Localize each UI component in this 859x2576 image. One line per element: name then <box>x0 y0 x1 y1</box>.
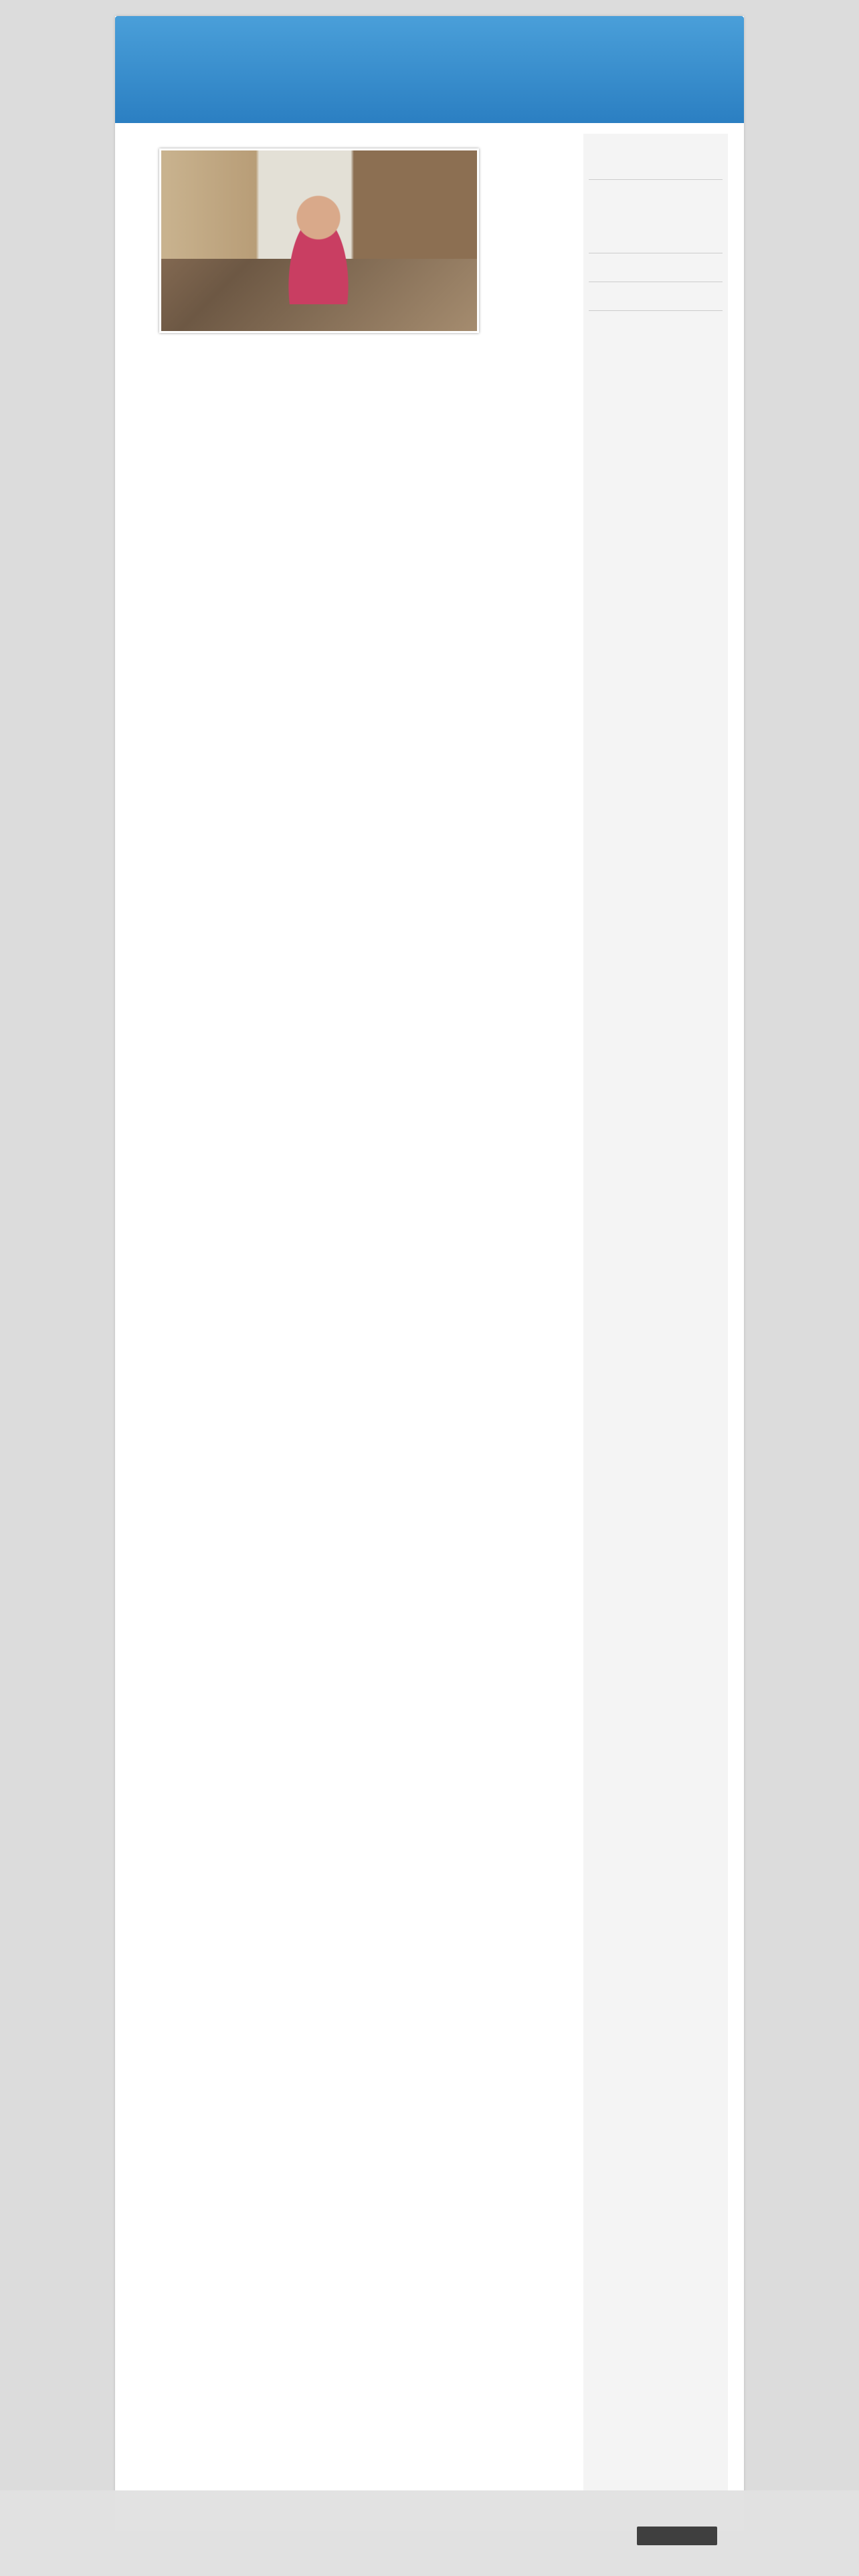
popular-articles <box>589 175 723 180</box>
site-header <box>115 16 744 123</box>
archive <box>589 278 723 282</box>
sidebar <box>583 134 728 2514</box>
main-content <box>154 134 562 348</box>
calendar <box>589 209 723 222</box>
image-person <box>275 184 362 304</box>
recent-heading <box>589 249 723 253</box>
recent-articles <box>589 249 723 253</box>
calendar-nav <box>589 209 723 218</box>
page-container <box>115 16 744 2531</box>
cookie-banner <box>0 2490 859 2576</box>
categories <box>589 306 723 311</box>
categories-heading <box>589 306 723 311</box>
popular-heading <box>589 175 723 180</box>
post-image <box>159 148 479 333</box>
cookie-close-button[interactable] <box>637 2527 717 2545</box>
archive-heading <box>589 278 723 282</box>
